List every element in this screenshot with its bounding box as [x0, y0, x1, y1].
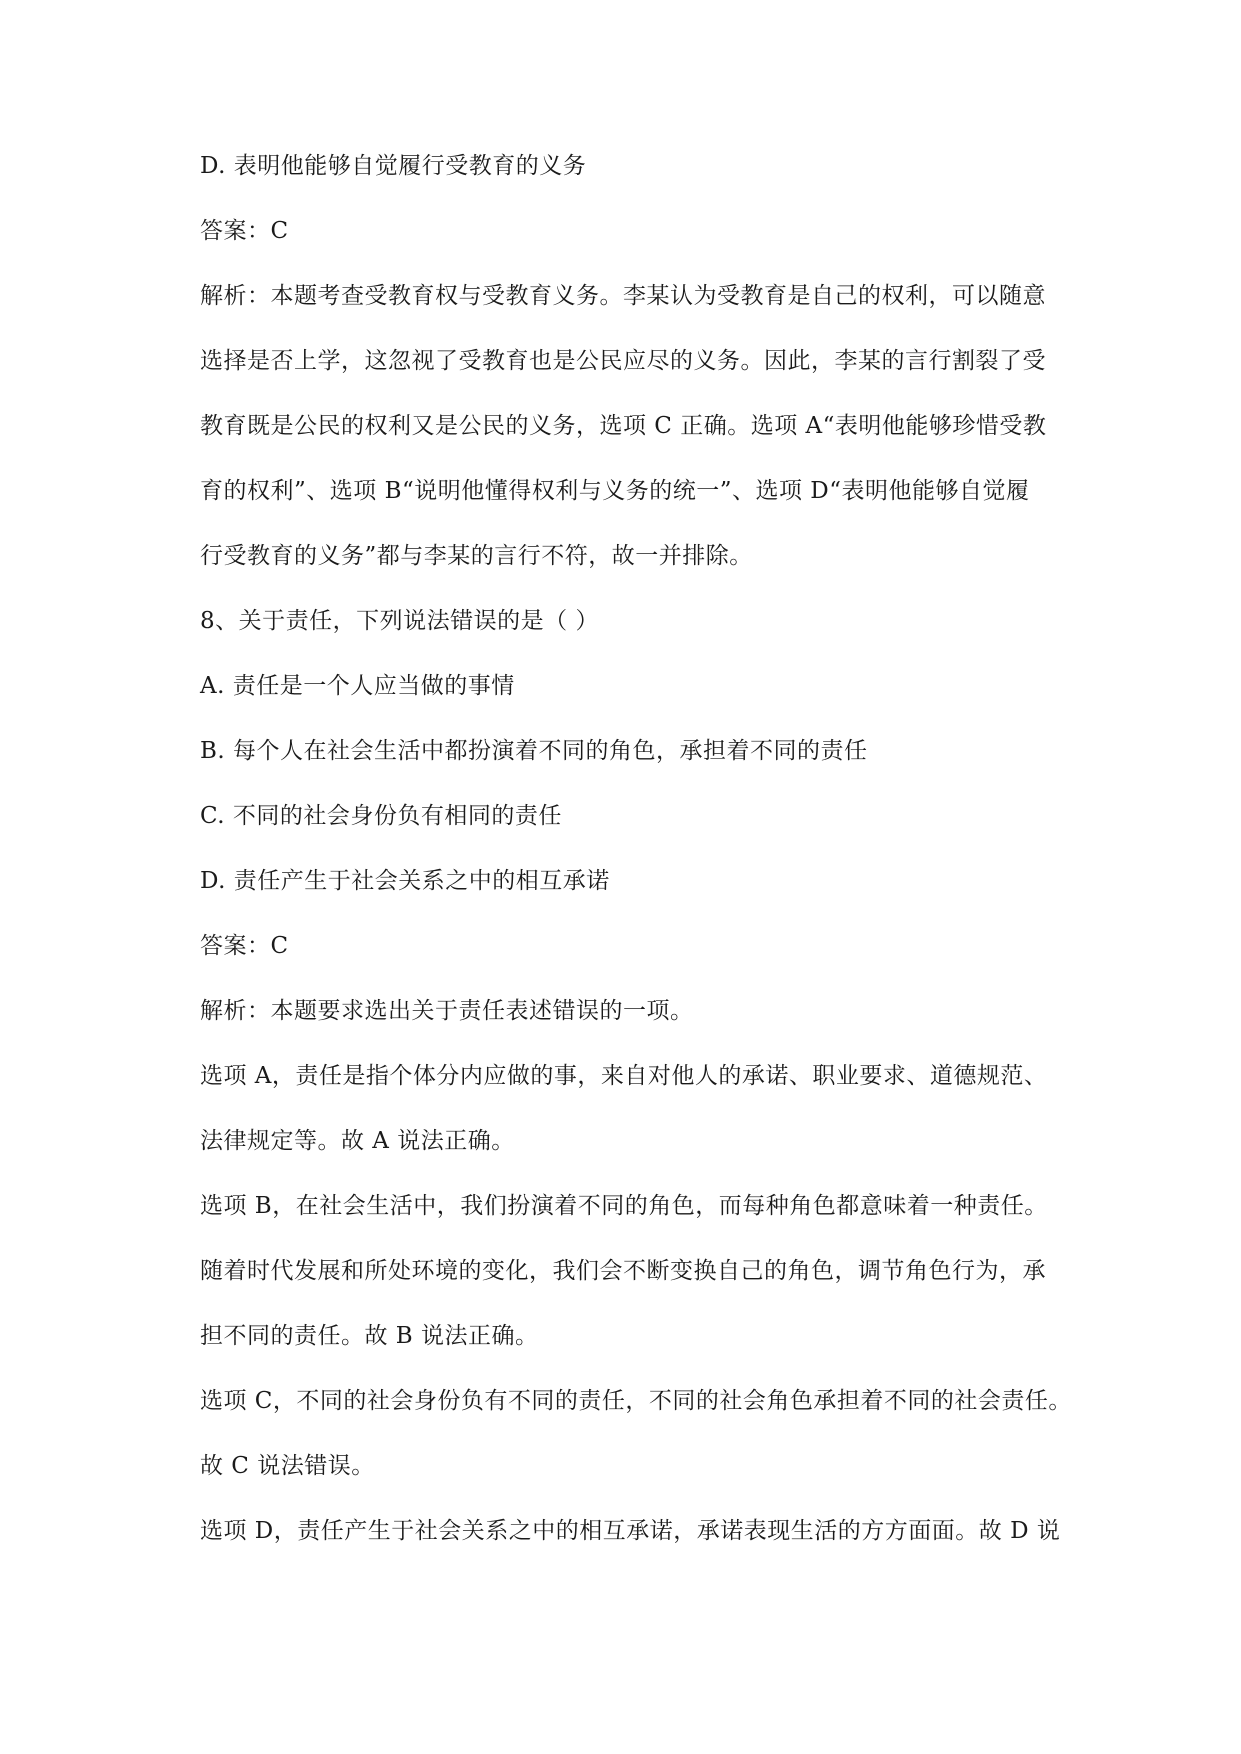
explanation-option-c-line-1: 选项 C，不同的社会身份负有不同的责任，不同的社会角色承担着不同的社会责任。 [200, 1388, 1072, 1414]
explanation-option-d-line-1: 选项 D，责任产生于社会关系之中的相互承诺，承诺表现生活的方方面面。故 D 说 [200, 1518, 1061, 1544]
explanation-option-a-line-1: 选项 A，责任是指个体分内应做的事，来自对他人的承诺、职业要求、道德规范、 [200, 1063, 1048, 1089]
explanation-option-c-line-2: 故 C 说法错误。 [200, 1453, 375, 1479]
explanation-line-5: 行受教育的义务”都与李某的言行不符，故一并排除。 [200, 543, 753, 569]
question-8-option-a: A. 责任是一个人应当做的事情 [200, 673, 515, 699]
explanation-line-2: 选择是否上学，这忽视了受教育也是公民应尽的义务。因此，李某的言行割裂了受 [200, 348, 1046, 374]
explanation-option-b-line-1: 选项 B，在社会生活中，我们扮演着不同的角色，而每种角色都意味着一种责任。 [200, 1193, 1048, 1219]
explanation-line-1: 解析：本题考查受教育权与受教育义务。李某认为受教育是自己的权利，可以随意 [200, 283, 1046, 309]
question-8-answer: 答案：C [200, 933, 289, 959]
explanation-option-a-line-2: 法律规定等。故 A 说法正确。 [200, 1128, 515, 1154]
question-8-option-b: B. 每个人在社会生活中都扮演着不同的角色，承担着不同的责任 [200, 738, 868, 764]
question-8-option-c: C. 不同的社会身份负有相同的责任 [200, 803, 562, 829]
question-8-option-d: D. 责任产生于社会关系之中的相互承诺 [200, 868, 610, 894]
explanation-line-3: 教育既是公民的权利又是公民的义务，选项 C 正确。选项 A“表明他能够珍惜受教 [200, 413, 1047, 439]
explanation-option-b-line-3: 担不同的责任。故 B 说法正确。 [200, 1323, 539, 1349]
option-d-previous: D. 表明他能够自觉履行受教育的义务 [200, 153, 587, 179]
explanation-line-4: 育的权利”、选项 B“说明他懂得权利与义务的统一”、选项 D“表明他能够自觉履 [200, 478, 1030, 504]
answer-previous: 答案：C [200, 218, 289, 244]
question-8-explanation-intro: 解析：本题要求选出关于责任表述错误的一项。 [200, 998, 694, 1024]
question-8: 8、关于责任，下列说法错误的是（ ） [200, 608, 599, 634]
explanation-option-b-line-2: 随着时代发展和所处环境的变化，我们会不断变换自己的角色，调节角色行为，承 [200, 1258, 1046, 1284]
